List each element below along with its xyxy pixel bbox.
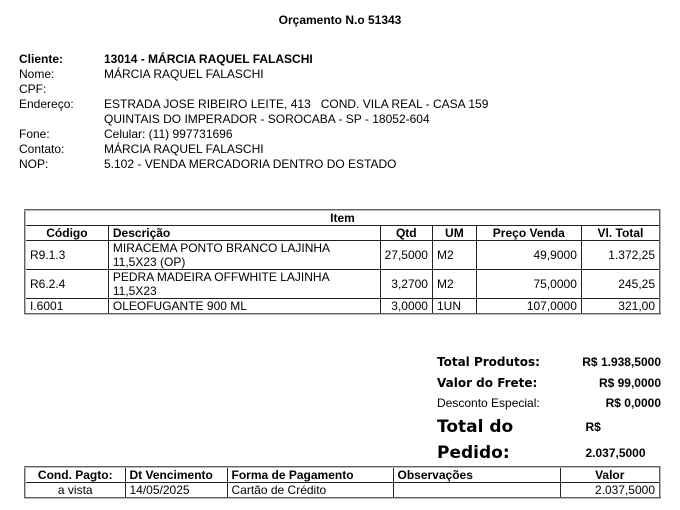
address-row-2: [19, 112, 488, 127]
descricao-line: 11,5X23 (OP): [112, 255, 186, 269]
cpf-row: [19, 82, 488, 97]
descricao-line: 11,5X23: [112, 284, 157, 298]
field-label: NOP:: [19, 157, 49, 171]
frete-label: Valor do Frete:: [437, 375, 538, 390]
cell-cond-pagto: a vista: [25, 483, 125, 499]
total-produtos-row: [437, 352, 661, 373]
cell-total: 321,00: [581, 299, 660, 315]
cell-preco: 75,0000: [476, 270, 581, 299]
client-address-line1: ESTRADA JOSE RIBEIRO LEITE, 413 COND. VILA REAL - CASA 159: [104, 97, 489, 111]
header-valor: Valor: [560, 467, 660, 483]
header-cond-pagto: Cond. Pagto:: [25, 467, 125, 483]
cell-codigo: R6.2.4: [25, 270, 108, 299]
cell-codigo: R9.1.3: [25, 241, 108, 270]
contact-row: [19, 142, 488, 157]
header-descricao: Descrição: [108, 226, 380, 241]
field-label: Contato:: [19, 142, 65, 156]
cell-valor: 2.037,5000: [560, 483, 660, 499]
cell-total: 1.372,25: [581, 241, 660, 270]
cell-preco: 107,0000: [476, 299, 581, 315]
header-vl-total: Vl. Total: [581, 226, 660, 241]
cell-qtd: 27,5000: [380, 241, 432, 270]
header-forma-pagamento: Forma de Pagamento: [227, 467, 393, 483]
client-info: [19, 52, 488, 172]
field-label: Endereço:: [19, 97, 74, 111]
desconto-row: [437, 393, 661, 414]
descricao-line: PEDRA MADEIRA OFFWHITE LAJINHA: [112, 270, 330, 284]
header-um: UM: [432, 226, 476, 241]
document-title: Orçamento N.o 51343: [278, 13, 402, 27]
cell-descricao: [108, 241, 380, 270]
desconto-label: Desconto Especial:: [437, 396, 540, 410]
payment-table: [24, 466, 661, 499]
payment-header-row: [25, 467, 660, 483]
total-produtos-label: Total Produtos:: [437, 355, 540, 369]
items-header-row: [25, 226, 660, 241]
cell-descricao: [108, 270, 380, 299]
cell-qtd: 3,0000: [380, 299, 432, 315]
client-phone: Celular: (11) 997731696: [104, 127, 233, 141]
header-preco-venda: Preço Venda: [476, 226, 581, 241]
total-produtos-value: R$ 1.938,5000: [582, 355, 661, 369]
items-caption: Item: [25, 210, 660, 226]
nop-row: [19, 157, 488, 172]
client-row: [19, 52, 488, 67]
table-row: [25, 299, 660, 315]
total-pedido-label: Total do Pedido:: [437, 416, 514, 463]
cell-descricao: OLEOFUGANTE 900 ML: [108, 299, 380, 315]
total-pedido-row: [437, 414, 661, 463]
header-codigo: Código: [25, 226, 108, 241]
cell-qtd: 3,2700: [380, 270, 432, 299]
table-row: [25, 241, 660, 270]
client-address-line2: QUINTAIS DO IMPERADOR - SOROCABA - SP - 18052-604: [104, 112, 430, 126]
field-label: Fone:: [19, 127, 50, 141]
descricao-line: MIRACEMA PONTO BRANCO LAJINHA: [112, 241, 331, 255]
client-name: MÁRCIA RAQUEL FALASCHI: [104, 67, 264, 81]
header-dt-vencimento: Dt Vencimento: [125, 467, 227, 483]
table-row: [25, 270, 660, 299]
cell-forma-pagamento: Cartão de Crédito: [227, 483, 393, 499]
client-contact: MÁRCIA RAQUEL FALASCHI: [104, 142, 264, 156]
items-table: [24, 209, 661, 315]
frete-value: R$ 99,0000: [598, 375, 661, 390]
table-row: [25, 483, 660, 499]
cell-um: 1UN: [432, 299, 476, 315]
field-label: Cliente:: [19, 52, 64, 66]
header-observacoes: Observações: [393, 467, 560, 483]
desconto-value: R$ 0,0000: [605, 396, 661, 410]
frete-row: [437, 373, 661, 394]
cell-um: M2: [432, 270, 476, 299]
address-row: [19, 97, 488, 112]
client-nop: 5.102 - VENDA MERCADORIA DENTRO DO ESTADO: [104, 157, 397, 171]
field-label: Nome:: [19, 67, 55, 81]
name-row: [19, 67, 488, 82]
field-label: [19, 112, 104, 127]
cell-dt-vencimento: 14/05/2025: [125, 483, 227, 499]
cell-preco: 49,9000: [476, 241, 581, 270]
cell-codigo: I.6001: [25, 299, 108, 315]
phone-row: [19, 127, 488, 142]
field-label: CPF:: [19, 82, 47, 96]
cell-total: 245,25: [581, 270, 660, 299]
totals-summary: [437, 352, 661, 463]
header-qtd: Qtd: [380, 226, 432, 241]
client-code-name: 13014 - MÁRCIA RAQUEL FALASCHI: [104, 52, 313, 66]
cell-observacoes: [393, 483, 560, 499]
total-pedido-value: R$ 2.037,5000: [585, 419, 646, 460]
cell-um: M2: [432, 241, 476, 270]
